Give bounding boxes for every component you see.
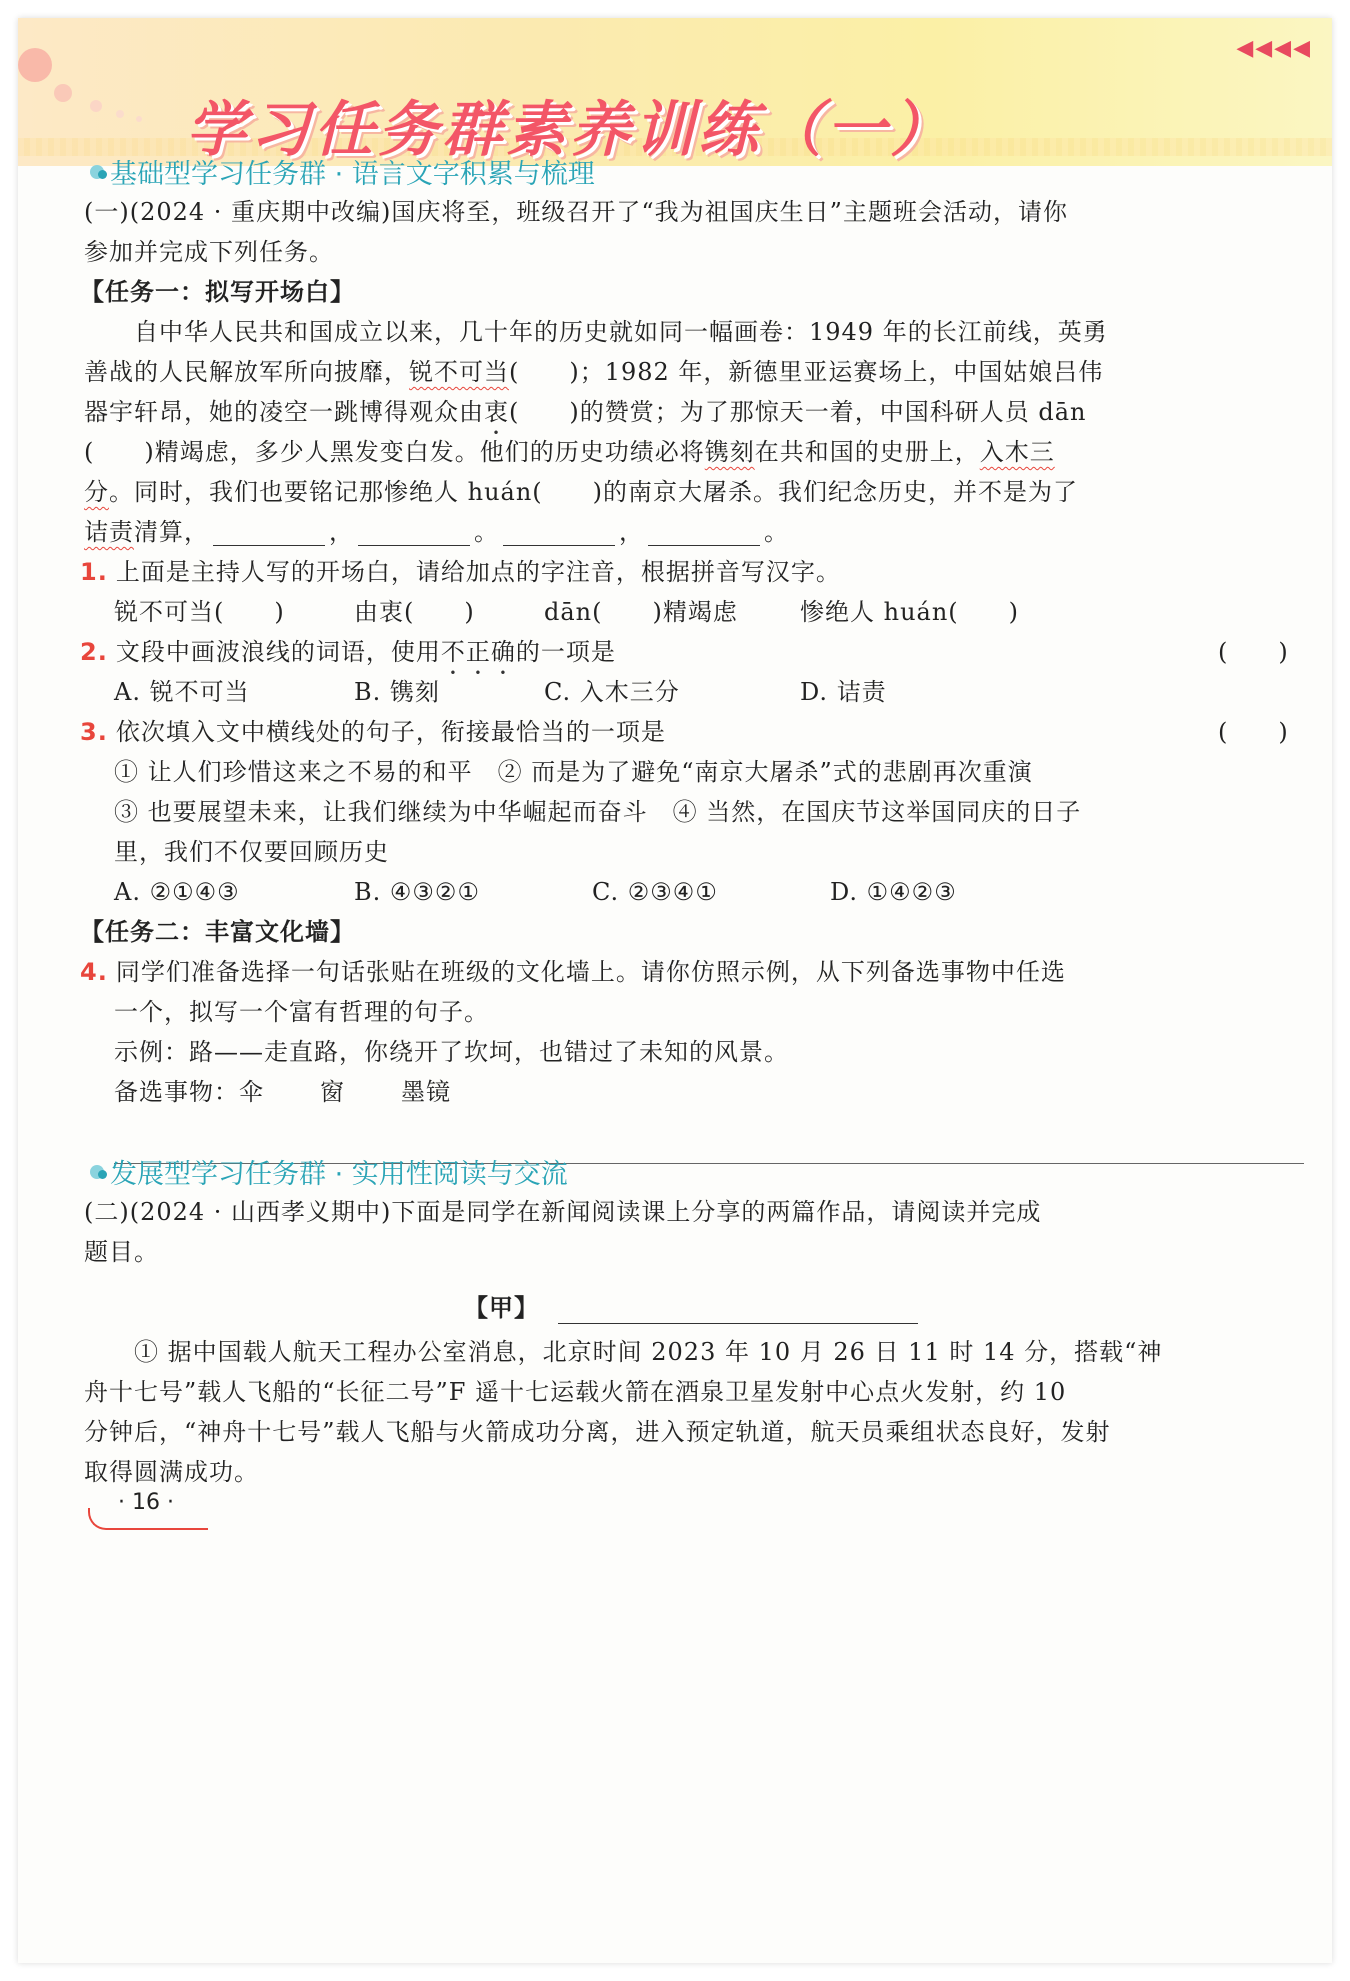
intro-line: 题目。 (84, 1238, 159, 1266)
page-title: 学习任务群素养训练（一） (186, 95, 954, 165)
task1-title: 【任务一：拟写开场白】 (80, 278, 355, 306)
answer-paren[interactable]: ( ) (1218, 718, 1289, 746)
option-window: 窗 (320, 1078, 345, 1106)
q2-option-a[interactable]: A. 锐不可当 (114, 678, 250, 706)
article-line: 分钟后，“神舟十七号”载人飞船与火箭成功分离，进入预定轨道，航天员乘组状态良好，发射 (84, 1418, 1111, 1446)
section-bullet-icon (90, 165, 104, 179)
workbook-page (18, 18, 1332, 1963)
paragraph-line: 诘责清算， ， 。 ， 。 (84, 518, 789, 546)
question-4: 4. 同学们准备选择一句话张贴在班级的文化墙上。请你仿照示例，从下列备选事物中任选 (80, 958, 1066, 986)
q3-option-c[interactable]: C. ②③④① (592, 878, 718, 906)
paragraph-line: ( )精竭虑，多少人黑发变白发。他们的历史功绩必将镌刻在共和国的史册上，入木三 (84, 438, 1055, 466)
q2-option-d[interactable]: D. 诘责 (800, 678, 887, 706)
paragraph-line: 分。同时，我们也要铭记那惨绝人 huán( )的南京大屠杀。我们纪念历史，并不是为了 (84, 478, 1079, 506)
wavy-phrase: 诘责 (84, 518, 134, 546)
wavy-phrase: 分 (84, 478, 109, 506)
question-2: 2. 文段中画波浪线的词语，使用不正确的一项是 (80, 638, 616, 666)
q1-item[interactable]: 锐不可当( ) (114, 598, 285, 626)
intro-line: (二)(2024 · 山西孝义期中)下面是同学在新闻阅读课上分享的两篇作品，请阅读并完成 (84, 1198, 1042, 1226)
article-line: 舟十七号”载人飞船的“长征二号”F 遥十七运载火箭在酒泉卫星发射中心点火发射，约 10 (84, 1378, 1067, 1406)
arrow-decoration-icon: ◀◀◀◀ (1236, 36, 1312, 61)
q3-sentence: ① 让人们珍惜这来之不易的和平 ② 而是为了避免“南京大屠杀”式的悲剧再次重演 (114, 758, 1033, 786)
option-sunglasses: 墨镜 (401, 1078, 451, 1106)
task2-title: 【任务二：丰富文化墙】 (80, 918, 355, 946)
dotted-char: 衷 (484, 398, 509, 426)
section-title-basic: 基础型学习任务群 · 语言文字积累与梳理 (90, 152, 595, 191)
intro-line: (一)(2024 · 重庆期中改编)国庆将至，班级召开了“我为祖国庆生日”主题班会活动，请你 (84, 198, 1068, 226)
q3-sentence: 里，我们不仅要回顾历史 (114, 838, 389, 866)
q4-example: 示例：路——走直路，你绕开了坎坷，也错过了未知的风景。 (114, 1038, 789, 1066)
question-3: 3. 依次填入文中横线处的句子，衔接最恰当的一项是 (80, 718, 666, 746)
q3-option-b[interactable]: B. ④③②① (354, 878, 480, 906)
section-bullet-icon (90, 1165, 104, 1179)
fill-blank[interactable] (503, 521, 615, 546)
q2-option-c[interactable]: C. 入木三分 (544, 678, 680, 706)
fill-blank[interactable] (213, 521, 325, 546)
intro-line: 参加并完成下列任务。 (84, 238, 334, 266)
section-title-development: 发展型学习任务群 · 实用性阅读与交流 (90, 1152, 568, 1191)
fill-blank[interactable] (648, 521, 760, 546)
article-line: 取得圆满成功。 (84, 1458, 259, 1486)
q1-item[interactable]: 由衷( ) (354, 598, 475, 626)
option-umbrella: 伞 (239, 1078, 264, 1106)
wavy-phrase: 入木三 (979, 438, 1055, 466)
header-banner (18, 18, 1332, 166)
q1-item[interactable]: dān( )精竭虑 (544, 598, 738, 626)
q3-option-d[interactable]: D. ①④②③ (830, 878, 957, 906)
paragraph-line: 善战的人民解放军所向披靡，锐不可当( )；1982 年，新德里亚运赛场上，中国姑娘吕伟 (84, 358, 1104, 386)
q4-options: 备选事物：伞 窗 墨镜 (114, 1078, 451, 1106)
wavy-phrase: 锐不可当 (409, 358, 509, 386)
page-number: · 16 · (118, 1490, 174, 1515)
paragraph-line: 自中华人民共和国成立以来，几十年的历史就如同一幅画卷：1949 年的长江前线，英勇 (134, 318, 1108, 346)
fill-blank[interactable] (358, 521, 470, 546)
question-1: 1. 上面是主持人写的开场白，请给加点的字注音，根据拼音写汉字。 (80, 558, 841, 586)
q4-line: 一个，拟写一个富有哲理的句子。 (114, 998, 489, 1026)
article-jia-label: 【甲】 (464, 1294, 539, 1322)
q2-option-b[interactable]: B. 镌刻 (354, 678, 440, 706)
q1-item[interactable]: 惨绝人 huán( ) (800, 598, 1020, 626)
title-blank[interactable] (558, 1323, 918, 1324)
article-line: ① 据中国载人航天工程办公室消息，北京时间 2023 年 10 月 26 日 11 时 14 分，搭载“神 (134, 1338, 1163, 1366)
q3-option-a[interactable]: A. ②①④③ (114, 878, 240, 906)
paragraph-line: 器宇轩昂，她的凌空一跳博得观众由衷( )的赞赏；为了那惊天一着，中国科研人员 dān (84, 398, 1087, 426)
wavy-phrase: 镌刻 (704, 438, 755, 466)
q3-sentence: ③ 也要展望未来，让我们继续为中华崛起而奋斗 ④ 当然，在国庆节这举国同庆的日子 (114, 798, 1082, 826)
answer-paren[interactable]: ( ) (1218, 638, 1289, 666)
